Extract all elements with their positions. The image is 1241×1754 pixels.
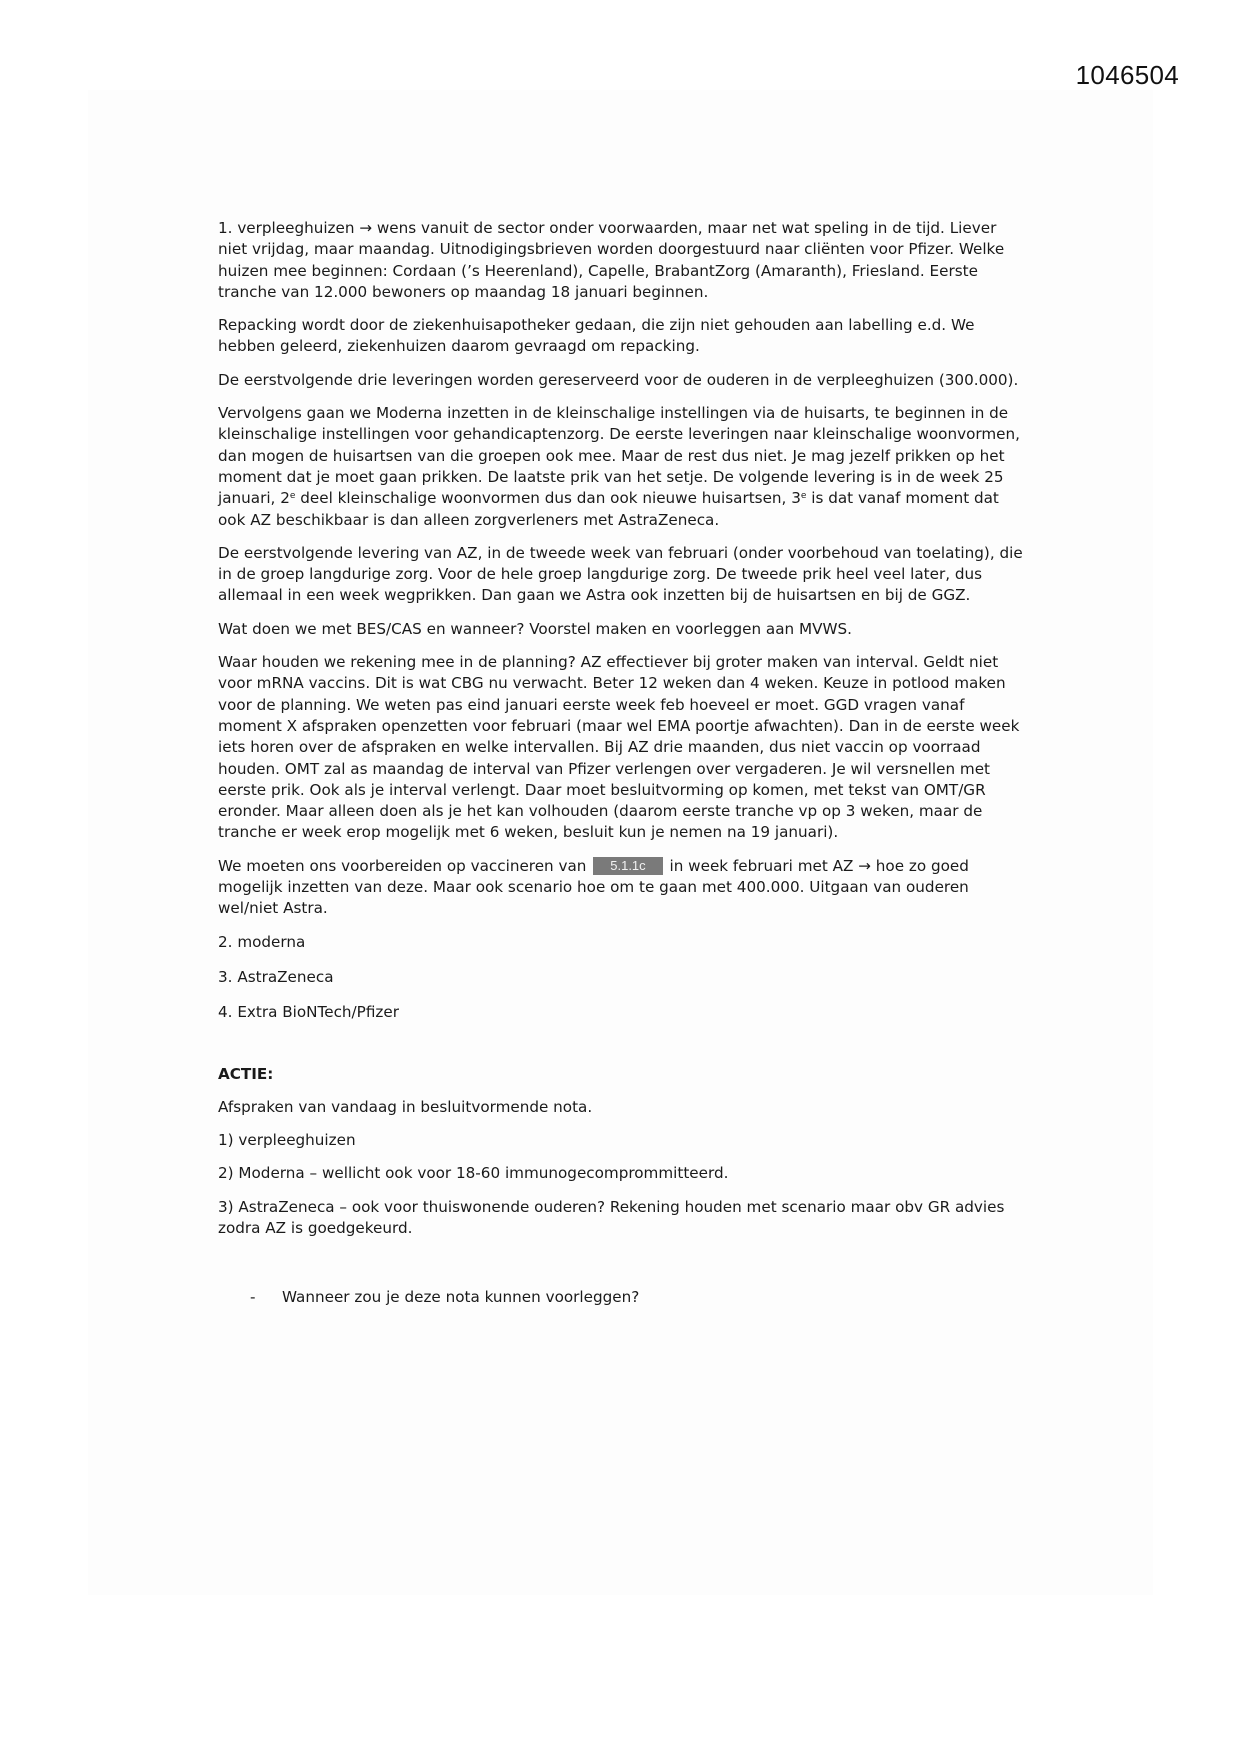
paragraph-voorbereiden (218, 856, 1030, 920)
paragraph-repacking: Repacking wordt door de ziekenhuisapotheker gedaan, die zijn niet gehouden aan labelling e.d. We hebben geleerd, ziekenhuizen daarom gevraagd om repacking. (218, 316, 975, 356)
dash-bullet-icon: - (250, 1288, 256, 1307)
paragraph-bes-cas: Wat doen we met BES/CAS en wanneer? Voorstel maken en voorleggen aan MVWS. (218, 619, 852, 638)
document-body (218, 218, 1030, 1309)
actie-intro: Afspraken van vandaag in besluitvormende nota. (218, 1097, 593, 1116)
question-item (218, 1287, 1030, 1308)
redaction-box: 5.1.1c (593, 857, 662, 875)
superscript: e (800, 491, 807, 502)
actie-heading: ACTIE: (218, 1064, 274, 1083)
list-item-moderna: 2. moderna (218, 932, 306, 951)
paragraph-leveringen: De eerstvolgende drie leveringen worden gereserveerd voor de ouderen in de verpleeghuizen (300.000). (218, 370, 1019, 389)
actie-item-verpleeghuizen: 1) verpleeghuizen (218, 1131, 356, 1150)
actie-item-astrazeneca: 3) AstraZeneca – ook voor thuiswonende ouderen? Rekening houden met scenario maar obv GR advies zodra AZ is goedgekeurd. (218, 1197, 1005, 1237)
paragraph-planning: Waar houden we rekening mee in de planning? AZ effectiever bij groter maken van interval. Geldt niet voor mRNA vaccins. Dit is wat CBG nu verwacht. Beter 12 weken dan 4 weken. Keuze in potlood maken voor de planning. We weten pas eind januari eerste week feb hoeveel er moet. GGD vragen vanaf moment X afspraken openzetten voor februari (maar wel EMA poortje afwachten). Dan in de eerste week iets horen over de afspraken en welke intervallen. Bij AZ drie maanden, dus niet vaccin op voorraad houden. OMT zal as maandag de interval van Pfizer verlengen over vergaderen. Je wil versnellen met eerste prik. Ook als je interval verlengt. Daar moet besluitvorming op komen, met tekst van OMT/GR eronder. Maar alleen doen als je het kan volhouden (daarom eerste tranche vp op 3 weken, maar de tranche er week erop mogelijk met 6 weken, besluit kun je nemen na 19 januari). (218, 653, 1020, 842)
spacer (218, 1251, 1030, 1287)
question-text: Wanneer zou je deze nota kunnen voorleggen? (282, 1288, 640, 1307)
text: is dat vanaf moment dat ook AZ beschikbaar is dan alleen zorgverleners met AstraZeneca. (218, 489, 999, 529)
text: deel kleinschalige woonvormen dus dan ook nieuwe huisartsen, 3 (295, 489, 801, 508)
actie-item-moderna: 2) Moderna – wellicht ook voor 18-60 immunogecomprommitteerd. (218, 1164, 729, 1183)
superscript: e (289, 491, 296, 502)
text: Vervolgens gaan we Moderna inzetten in de kleinschalige instellingen via de huisarts, te beginnen in de kleinschalige instellingen voor gehandicaptenzorg. De eerste leveringen naar kleinschalige woonvormen, dan mogen de huisartsen van die groepen ook mee. Maar de rest dus niet. Je mag jezelf prikken op het moment dat je moet gaan prikken. De laatste prik van het setje. De volgende levering is in de week 25 januari, 2 (218, 404, 1020, 508)
list-item-biontech-pfizer: 4. Extra BioNTech/Pfizer (218, 1003, 399, 1022)
paragraph-moderna (218, 403, 1030, 531)
paragraph-az-levering: De eerstvolgende levering van AZ, in de tweede week van februari (onder voorbehoud van toelating), die in de groep langdurige zorg. Voor de hele groep langdurige zorg. De tweede prik heel veel later, dus allemaal in een week wegprikken. Dan gaan we Astra ook inzetten bij de huisartsen en bij de GGZ. (218, 543, 1023, 605)
text: in week februari met AZ → hoe zo goed mogelijk inzetten van deze. Maar ook scenario hoe om te gaan met 400.000. Uitgaan van ouderen wel/niet Astra. (218, 856, 969, 918)
text: We moeten ons voorbereiden op vaccineren van (218, 856, 592, 875)
list-item-astrazeneca: 3. AstraZeneca (218, 967, 334, 986)
spacer (218, 1038, 1030, 1064)
paragraph-verpleeghuizen: 1. verpleeghuizen → wens vanuit de sector onder voorwaarden, maar net wat speling in de tijd. Liever niet vrijdag, maar maandag. Uitnodigingsbrieven worden doorgestuurd naar cliënten voor Pfizer. Welke huizen mee beginnen: Cordaan (’s Heerenland), Capelle, BrabantZorg (Amaranth), Friesland. Eerste tranche van 12.000 bewoners op maandag 18 januari beginnen. (218, 219, 1005, 301)
document-id: 1046504 (1075, 60, 1179, 90)
